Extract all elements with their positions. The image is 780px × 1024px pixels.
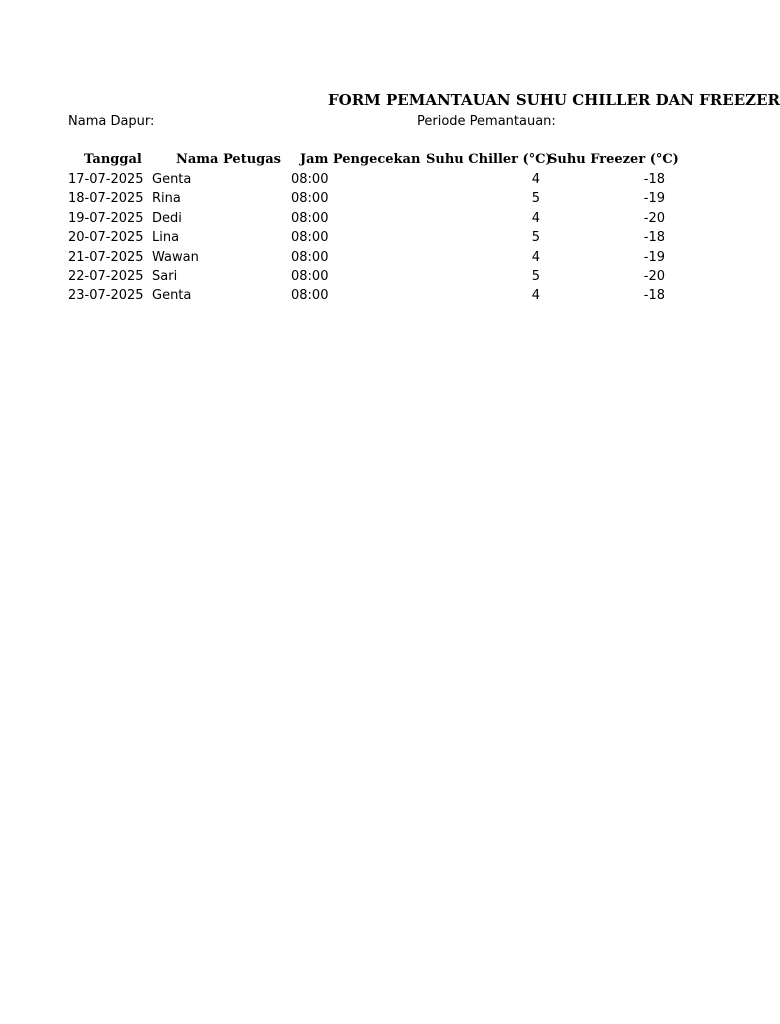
- cell-suhu-freezer[interactable]: -20: [643, 268, 665, 284]
- table-row: [0, 268, 768, 287]
- cell-nama-petugas[interactable]: Lina: [152, 230, 180, 246]
- header-suhu-freezer: Suhu Freezer (°C): [548, 152, 679, 167]
- cell-jam-pengecekan[interactable]: 08:00: [291, 210, 329, 226]
- header-tanggal: Tanggal: [84, 152, 142, 167]
- cell-tanggal[interactable]: 17-07-2025: [68, 172, 144, 187]
- cell-suhu-chiller[interactable]: 5: [531, 191, 540, 207]
- cell-suhu-chiller[interactable]: 5: [531, 230, 540, 246]
- cell-nama-petugas[interactable]: Wawan: [152, 249, 199, 265]
- cell-suhu-chiller[interactable]: 5: [531, 268, 540, 284]
- periode-pemantauan-label: Periode Pemantauan:: [417, 114, 556, 129]
- header-suhu-chiller: Suhu Chiller (°C): [426, 152, 552, 167]
- cell-tanggal[interactable]: 20-07-2025: [68, 230, 144, 246]
- cell-tanggal[interactable]: 22-07-2025: [68, 268, 144, 284]
- cell-jam-pengecekan[interactable]: 08:00: [291, 230, 329, 246]
- header-jam-pengecekan: Jam Pengecekan: [300, 152, 421, 167]
- cell-tanggal[interactable]: 21-07-2025: [68, 249, 144, 265]
- cell-tanggal[interactable]: 19-07-2025: [68, 210, 144, 226]
- table-row: [0, 229, 768, 248]
- cell-suhu-chiller[interactable]: 4: [531, 249, 540, 265]
- cell-suhu-chiller[interactable]: 4: [531, 288, 540, 304]
- cell-suhu-freezer[interactable]: -20: [643, 210, 665, 226]
- cell-jam-pengecekan[interactable]: 08:00: [291, 268, 329, 284]
- cell-suhu-chiller[interactable]: 4: [531, 210, 540, 226]
- cell-suhu-freezer[interactable]: -18: [643, 172, 665, 187]
- title-cell[interactable]: [0, 88, 780, 114]
- cell-nama-petugas[interactable]: Sari: [152, 268, 178, 284]
- data-table-body: [0, 171, 768, 307]
- nama-dapur-label: Nama Dapur:: [68, 114, 155, 129]
- table-row: [0, 249, 768, 268]
- cell-nama-petugas[interactable]: Rina: [152, 191, 181, 207]
- table-row: [0, 287, 768, 306]
- cell-suhu-chiller[interactable]: 4: [531, 172, 540, 187]
- cell-jam-pengecekan[interactable]: 08:00: [291, 288, 329, 304]
- cell-tanggal[interactable]: 18-07-2025: [68, 191, 144, 207]
- cell-tanggal[interactable]: 23-07-2025: [68, 288, 144, 304]
- cell-jam-pengecekan[interactable]: 08:00: [291, 191, 329, 207]
- table-row: [0, 190, 768, 209]
- table-row: [0, 210, 768, 229]
- cell-suhu-freezer[interactable]: -19: [643, 249, 665, 265]
- form-title: FORM PEMANTAUAN SUHU CHILLER DAN FREEZER: [328, 91, 780, 109]
- cell-suhu-freezer[interactable]: -19: [643, 191, 665, 207]
- cell-suhu-freezer[interactable]: -18: [643, 230, 665, 246]
- table-row: [0, 171, 768, 190]
- cell-nama-petugas[interactable]: Dedi: [152, 210, 182, 226]
- cell-suhu-freezer[interactable]: -18: [643, 288, 665, 304]
- cell-jam-pengecekan[interactable]: 08:00: [291, 172, 329, 187]
- cell-nama-petugas[interactable]: Genta: [152, 288, 192, 304]
- cell-nama-petugas[interactable]: Genta: [152, 172, 192, 187]
- cell-jam-pengecekan[interactable]: 08:00: [291, 249, 329, 265]
- header-nama-petugas: Nama Petugas: [176, 152, 281, 167]
